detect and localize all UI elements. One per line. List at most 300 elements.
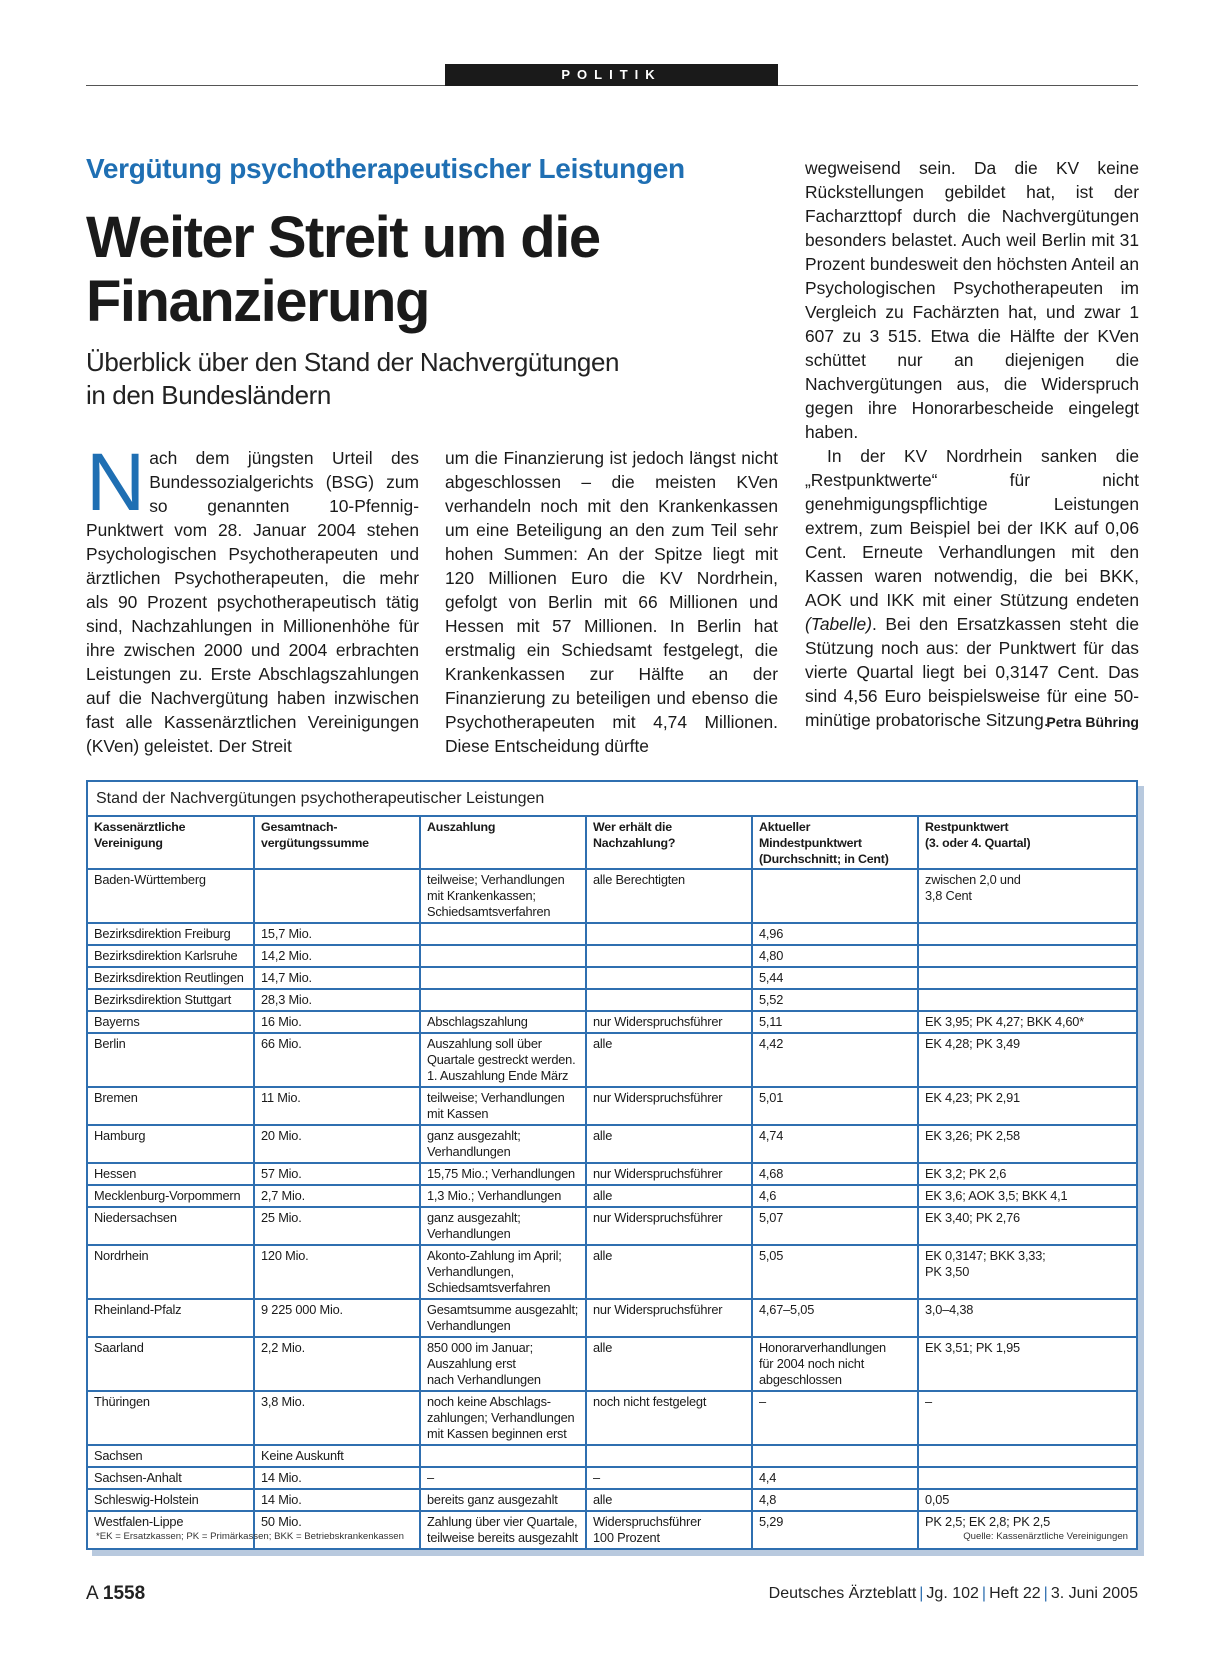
cell-line: EK 3,95; PK 4,27; BKK 4,60* <box>925 1014 1084 1029</box>
cell-mindestpunktwert <box>752 1033 918 1087</box>
cell-line: 0,05 <box>925 1492 950 1507</box>
column-header-kv <box>88 817 254 869</box>
cell-auszahlung <box>420 1299 586 1337</box>
table-footer <box>96 1531 1128 1542</box>
cell-restpunktwert <box>918 1467 1136 1489</box>
cell-auszahlung <box>420 1033 586 1087</box>
cell-line: alle <box>593 1340 613 1355</box>
cell-line: 16 Mio. <box>261 1014 302 1029</box>
cell-line: 66 Mio. <box>261 1036 302 1051</box>
table-row <box>88 923 1136 945</box>
cell-line: 5,01 <box>759 1090 784 1105</box>
cell-kv <box>88 1087 254 1125</box>
cell-line: 4,80 <box>759 948 784 963</box>
cell-mindestpunktwert <box>752 1207 918 1245</box>
cell-line: alle <box>593 1248 613 1263</box>
table-row <box>88 1033 1136 1087</box>
table-row <box>88 1125 1136 1163</box>
cell-line: EK 3,40; PK 2,76 <box>925 1210 1020 1225</box>
header-line: Wer erhält die Nachzahlung? <box>593 820 676 850</box>
cell-restpunktwert <box>918 1245 1136 1299</box>
cell-kv <box>88 1125 254 1163</box>
cell-line: Schleswig-Holstein <box>94 1492 199 1507</box>
cell-empfaenger <box>586 1245 752 1299</box>
cell-empfaenger <box>586 1087 752 1125</box>
cell-line: noch keine Abschlags- <box>427 1394 551 1409</box>
cell-kv <box>88 1033 254 1087</box>
page-folio <box>86 1583 145 1605</box>
cell-line: ganz ausgezahlt; <box>427 1128 521 1143</box>
cell-line: alle <box>593 1492 613 1507</box>
cell-summe <box>254 1207 420 1245</box>
cell-line: Honorarverhandlungen <box>759 1340 886 1355</box>
table-row <box>88 1391 1136 1445</box>
cell-line: Auszahlung soll über <box>427 1036 542 1051</box>
cell-restpunktwert <box>918 1391 1136 1445</box>
cell-line: PK 2,5; EK 2,8; PK 2,5 <box>925 1514 1051 1529</box>
cell-kv <box>88 923 254 945</box>
table-row <box>88 1207 1136 1245</box>
header-line: (3. oder 4. Quartal) <box>925 836 1031 850</box>
headline-line-1: Weiter Streit um die <box>86 205 600 270</box>
cell-line: 5,05 <box>759 1248 784 1263</box>
cell-kv <box>88 1207 254 1245</box>
cell-line: teilweise; Verhandlungen <box>427 872 565 887</box>
table-row <box>88 1185 1136 1207</box>
journal-citation <box>769 1585 1138 1603</box>
table-reference: (Tabelle) <box>805 614 873 634</box>
cell-mindestpunktwert <box>752 1185 918 1207</box>
cell-auszahlung <box>420 1087 586 1125</box>
table-row <box>88 967 1136 989</box>
cell-line: 4,96 <box>759 926 784 941</box>
cell-line: nur Widerspruchsführer <box>593 1090 723 1105</box>
cell-line: 850 000 im Januar; <box>427 1340 533 1355</box>
cell-restpunktwert <box>918 1511 1136 1549</box>
cell-line: 4,4 <box>759 1470 777 1485</box>
cell-summe <box>254 869 420 923</box>
cell-line: Bezirksdirektion Karlsruhe <box>94 948 238 963</box>
drop-cap: N <box>86 437 146 528</box>
cell-empfaenger <box>586 945 752 967</box>
table-row <box>88 1245 1136 1299</box>
cell-line: 20 Mio. <box>261 1128 302 1143</box>
separator: | <box>1043 1585 1048 1602</box>
article-headline <box>86 206 766 334</box>
cell-empfaenger <box>586 967 752 989</box>
cell-line: Rheinland-Pfalz <box>94 1302 182 1317</box>
cell-line: 14 Mio. <box>261 1470 302 1485</box>
cell-empfaenger <box>586 1445 752 1467</box>
cell-empfaenger <box>586 869 752 923</box>
cell-line: 15,7 Mio. <box>261 926 312 941</box>
cell-line: Keine Auskunft <box>261 1448 344 1463</box>
cell-line: 2,7 Mio. <box>261 1188 305 1203</box>
cell-summe <box>254 1299 420 1337</box>
cell-restpunktwert <box>918 1489 1136 1511</box>
cell-empfaenger <box>586 1511 752 1549</box>
column-2-text: um die Finanzierung ist jedoch längst nicht abgeschlossen – die meisten KVen verhandeln noch mit den Krankenkassen um eine Beteiligung an den zum Teil sehr hohen Summen: An der Spitze liegt mit 120 Millionen Euro die KV Nordrhein, gefolgt von Berlin mit 66 Millionen und Hessen mit 57 Millionen. In Berlin hat erstmalig ein Schiedsamt festgelegt, die Krankenkassen zur Hälfte an der Finanzierung zu beteiligen und ebenso die Psychotherapeuten mit 4,74 Millionen. Diese Entscheidung dürfte <box>445 448 778 756</box>
cell-line: 1. Auszahlung Ende März <box>427 1068 569 1083</box>
cell-line: 100 Prozent <box>593 1530 660 1545</box>
cell-restpunktwert <box>918 989 1136 1011</box>
cell-line: Auszahlung erst <box>427 1356 516 1371</box>
cell-line: nur Widerspruchsführer <box>593 1302 723 1317</box>
cell-line: alle Berechtigten <box>593 872 685 887</box>
cell-summe <box>254 1185 420 1207</box>
cell-kv <box>88 1011 254 1033</box>
cell-auszahlung <box>420 1185 586 1207</box>
cell-line: Abschlagszahlung <box>427 1014 528 1029</box>
cell-summe <box>254 923 420 945</box>
cell-restpunktwert <box>918 1337 1136 1391</box>
cell-empfaenger <box>586 1489 752 1511</box>
subheadline-line-1: Überblick über den Stand der Nachvergütungen <box>86 347 620 377</box>
cell-line: 28,3 Mio. <box>261 992 312 1007</box>
cell-line: Gesamtsumme ausgezahlt; <box>427 1302 579 1317</box>
table-row <box>88 1337 1136 1391</box>
cell-line: 25 Mio. <box>261 1210 302 1225</box>
cell-kv <box>88 1391 254 1445</box>
cell-empfaenger <box>586 1185 752 1207</box>
cell-line: Quartale gestreckt werden. <box>427 1052 576 1067</box>
cell-mindestpunktwert <box>752 1163 918 1185</box>
cell-auszahlung <box>420 1245 586 1299</box>
cell-empfaenger <box>586 989 752 1011</box>
cell-auszahlung <box>420 989 586 1011</box>
section-label: POLITIK <box>445 64 778 86</box>
cell-line: 11 Mio. <box>261 1090 301 1105</box>
cell-line: Bremen <box>94 1090 138 1105</box>
cell-line: mit Krankenkassen; <box>427 888 536 903</box>
cell-line: 14 Mio. <box>261 1492 302 1507</box>
cell-line: Mecklenburg-Vorpommern <box>94 1188 241 1203</box>
cell-line: Verhandlungen <box>427 1226 511 1241</box>
cell-line: Zahlung über vier Quartale, <box>427 1514 578 1529</box>
headline-line-2: Finanzierung <box>86 269 429 334</box>
cell-empfaenger <box>586 1207 752 1245</box>
cell-empfaenger <box>586 1163 752 1185</box>
cell-line: nur Widerspruchsführer <box>593 1014 723 1029</box>
cell-line: Verhandlungen, <box>427 1264 514 1279</box>
column-header-mindestpunktwert <box>752 817 918 869</box>
cell-restpunktwert <box>918 1207 1136 1245</box>
cell-line: PK 3,50 <box>925 1264 970 1279</box>
header-line: Aktueller Mindestpunktwert <box>759 820 862 850</box>
cell-auszahlung <box>420 945 586 967</box>
cell-line: 4,68 <box>759 1166 784 1181</box>
cell-kv <box>88 1185 254 1207</box>
cell-mindestpunktwert <box>752 1445 918 1467</box>
cell-line: ganz ausgezahlt; <box>427 1210 521 1225</box>
cell-line: Akonto-Zahlung im April; <box>427 1248 562 1263</box>
cell-line: zahlungen; Verhandlungen <box>427 1410 575 1425</box>
cell-line: Sachsen-Anhalt <box>94 1470 182 1485</box>
journal-volume: Jg. 102 <box>926 1585 979 1602</box>
cell-restpunktwert <box>918 1033 1136 1087</box>
cell-line: alle <box>593 1188 613 1203</box>
cell-mindestpunktwert <box>752 967 918 989</box>
cell-auszahlung <box>420 1489 586 1511</box>
cell-summe <box>254 1445 420 1467</box>
cell-line: 5,44 <box>759 970 784 985</box>
cell-line: 5,52 <box>759 992 784 1007</box>
cell-line: Berlin <box>94 1036 126 1051</box>
cell-kv <box>88 869 254 923</box>
cell-line: teilweise bereits ausgezahlt <box>427 1530 578 1545</box>
cell-line: 4,42 <box>759 1036 784 1051</box>
cell-auszahlung <box>420 1163 586 1185</box>
cell-line: 4,8 <box>759 1492 777 1507</box>
cell-line: teilweise; Verhandlungen <box>427 1090 565 1105</box>
cell-kv <box>88 1245 254 1299</box>
cell-mindestpunktwert <box>752 1011 918 1033</box>
table-row <box>88 1299 1136 1337</box>
cell-empfaenger <box>586 1391 752 1445</box>
cell-line: Sachsen <box>94 1448 143 1463</box>
cell-kv <box>88 1511 254 1549</box>
cell-restpunktwert <box>918 1445 1136 1467</box>
cell-summe <box>254 1011 420 1033</box>
cell-line: Saarland <box>94 1340 144 1355</box>
cell-line: – <box>759 1394 766 1409</box>
cell-line: Bezirksdirektion Freiburg <box>94 926 231 941</box>
cell-line: Bezirksdirektion Stuttgart <box>94 992 232 1007</box>
cell-line: Nordrhein <box>94 1248 149 1263</box>
cell-line: Thüringen <box>94 1394 150 1409</box>
cell-line: Verhandlungen <box>427 1144 511 1159</box>
column-header-restpunktwert <box>918 817 1136 869</box>
header-line: vergütungssumme <box>261 836 369 850</box>
cell-auszahlung <box>420 1125 586 1163</box>
table-row <box>88 1467 1136 1489</box>
cell-auszahlung <box>420 1467 586 1489</box>
table-row <box>88 1511 1136 1549</box>
cell-kv <box>88 1489 254 1511</box>
cell-line: Verhandlungen <box>427 1318 511 1333</box>
cell-line: EK 3,51; PK 1,95 <box>925 1340 1020 1355</box>
cell-kv <box>88 1337 254 1391</box>
table-title: Stand der Nachvergütungen psychotherapeutischer Leistungen <box>88 782 1136 817</box>
article-kicker: Vergütung psychotherapeutischer Leistungen <box>86 153 685 184</box>
table-header-row <box>88 817 1136 869</box>
nachverguetung-table <box>88 817 1136 1550</box>
cell-auszahlung <box>420 1011 586 1033</box>
cell-restpunktwert <box>918 1125 1136 1163</box>
cell-line: 9 225 000 Mio. <box>261 1302 343 1317</box>
cell-line: 3,8 Mio. <box>261 1394 305 1409</box>
cell-line: – <box>925 1394 932 1409</box>
column-3-paragraph-2 <box>805 444 1139 732</box>
cell-line: nur Widerspruchsführer <box>593 1166 723 1181</box>
cell-mindestpunktwert <box>752 923 918 945</box>
cell-auszahlung <box>420 1207 586 1245</box>
cell-mindestpunktwert <box>752 1299 918 1337</box>
table-body <box>88 869 1136 1549</box>
cell-line: nach Verhandlungen <box>427 1372 541 1387</box>
table-row <box>88 1011 1136 1033</box>
cell-empfaenger <box>586 923 752 945</box>
cell-restpunktwert <box>918 1163 1136 1185</box>
cell-line: nur Widerspruchsführer <box>593 1210 723 1225</box>
separator: | <box>919 1585 924 1602</box>
article-column-1 <box>86 437 419 758</box>
cell-summe <box>254 967 420 989</box>
cell-restpunktwert <box>918 1299 1136 1337</box>
cell-line: – <box>593 1470 600 1485</box>
header-line: Restpunktwert <box>925 820 1009 834</box>
cell-auszahlung <box>420 1445 586 1467</box>
cell-auszahlung <box>420 967 586 989</box>
cell-line: mit Kassen <box>427 1106 489 1121</box>
page-number: 1558 <box>102 1583 146 1604</box>
cell-line: EK 4,23; PK 2,91 <box>925 1090 1020 1105</box>
cell-mindestpunktwert <box>752 1391 918 1445</box>
header-line: Auszahlung <box>427 820 496 834</box>
cell-line: 4,6 <box>759 1188 777 1203</box>
cell-kv <box>88 1467 254 1489</box>
column-header-empfaenger <box>586 817 752 869</box>
cell-line: 14,2 Mio. <box>261 948 312 963</box>
cell-mindestpunktwert <box>752 945 918 967</box>
cell-summe <box>254 1511 420 1549</box>
cell-summe <box>254 945 420 967</box>
cell-summe <box>254 1033 420 1087</box>
cell-line: 2,2 Mio. <box>261 1340 305 1355</box>
cell-kv <box>88 1445 254 1467</box>
column-header-summe <box>254 817 420 869</box>
cell-line: EK 0,3147; BKK 3,33; <box>925 1248 1046 1263</box>
cell-restpunktwert <box>918 869 1136 923</box>
cell-line: – <box>427 1470 434 1485</box>
cell-line: Schiedsamtsverfahren <box>427 904 551 919</box>
cell-restpunktwert <box>918 967 1136 989</box>
cell-kv <box>88 1299 254 1337</box>
table-row <box>88 1163 1136 1185</box>
cell-empfaenger <box>586 1337 752 1391</box>
author-byline: Petra Bühring <box>1046 714 1139 730</box>
header-line: Vereinigung <box>94 836 163 850</box>
cell-empfaenger <box>586 1467 752 1489</box>
cell-line: Bayerns <box>94 1014 140 1029</box>
cell-line: EK 3,6; AOK 3,5; BKK 4,1 <box>925 1188 1068 1203</box>
header-line: (Durchschnitt; in Cent) <box>759 852 889 866</box>
table-row <box>88 869 1136 923</box>
cell-summe <box>254 1391 420 1445</box>
cell-kv <box>88 1163 254 1185</box>
cell-line: 1,3 Mio.; Verhandlungen <box>427 1188 562 1203</box>
separator: | <box>981 1585 987 1602</box>
cell-line: 4,74 <box>759 1128 784 1143</box>
cell-line: 5,11 <box>759 1014 783 1029</box>
cell-mindestpunktwert <box>752 1511 918 1549</box>
cell-line: 120 Mio. <box>261 1248 309 1263</box>
cell-line: EK 3,26; PK 2,58 <box>925 1128 1020 1143</box>
cell-line: für 2004 noch nicht <box>759 1356 865 1371</box>
cell-line: 4,67–5,05 <box>759 1302 815 1317</box>
cell-summe <box>254 1125 420 1163</box>
cell-summe <box>254 1245 420 1299</box>
header-line: Gesamtnach- <box>261 820 338 834</box>
cell-empfaenger <box>586 1299 752 1337</box>
cell-line: abgeschlossen <box>759 1372 842 1387</box>
cell-mindestpunktwert <box>752 1467 918 1489</box>
cell-line: bereits ganz ausgezahlt <box>427 1492 558 1507</box>
data-table-box <box>86 780 1138 1550</box>
cell-summe <box>254 989 420 1011</box>
cell-line: 15,75 Mio.; Verhandlungen <box>427 1166 575 1181</box>
cell-line: alle <box>593 1128 613 1143</box>
cell-line: Schiedsamtsverfahren <box>427 1280 551 1295</box>
table-footnote: *EK = Ersatzkassen; PK = Primärkassen; BKK = Betriebskrankenkassen <box>96 1531 404 1542</box>
cell-line: Hessen <box>94 1166 137 1181</box>
header-line: Kassenärztliche <box>94 820 186 834</box>
cell-mindestpunktwert <box>752 1245 918 1299</box>
cell-empfaenger <box>586 1033 752 1087</box>
cell-restpunktwert <box>918 945 1136 967</box>
paragraph-2-text-a: In der KV Nordrhein sanken die „Restpunktwerte“ für nicht genehmigungspflichtige Leistungen extrem, zum Beispiel bei der IKK auf 0,06 Cent. Erneute Verhandlungen mit den Kassen waren notwendig, die bei BKK, AOK und IKK mit einer Stützung endeten <box>805 446 1139 610</box>
table-row <box>88 945 1136 967</box>
cell-summe <box>254 1163 420 1185</box>
cell-empfaenger <box>586 1125 752 1163</box>
cell-auszahlung <box>420 869 586 923</box>
cell-line: 3,8 Cent <box>925 888 972 903</box>
cell-line: Niedersachsen <box>94 1210 177 1225</box>
subheadline-line-2: in den Bundesländern <box>86 380 331 410</box>
cell-mindestpunktwert <box>752 1087 918 1125</box>
cell-line: 5,29 <box>759 1514 784 1529</box>
column-3-paragraph-1: wegweisend sein. Da die KV keine Rückstellungen gebildet hat, ist der Facharzttopf durch die Nachvergütungen besonders belastet. Auch weil Berlin mit 31 Prozent bundesweit den höchsten Anteil an Psychologischen Psychotherapeuten im Vergleich zu Fachärzten hat, und zwar 1 607 zu 3 515. Etwa die Hälfte der KVen schüttet nur an diejenigen die Nachvergütungen aus, die Widerspruch gegen ihre Honorarbescheide eingelegt haben. <box>805 158 1139 442</box>
article-column-2 <box>445 446 778 758</box>
cell-line: mit Kassen beginnen erst <box>427 1426 567 1441</box>
cell-auszahlung <box>420 1337 586 1391</box>
cell-line: Widerspruchsführer <box>593 1514 702 1529</box>
journal-date: 3. Juni 2005 <box>1050 1585 1138 1602</box>
cell-line: EK 3,2; PK 2,6 <box>925 1166 1007 1181</box>
cell-line: 50 Mio. <box>261 1514 302 1529</box>
cell-line: Bezirksdirektion Reutlingen <box>94 970 244 985</box>
cell-kv <box>88 989 254 1011</box>
column-header-auszahlung <box>420 817 586 869</box>
cell-summe <box>254 1489 420 1511</box>
cell-auszahlung <box>420 923 586 945</box>
cell-auszahlung <box>420 1511 586 1549</box>
cell-restpunktwert <box>918 1185 1136 1207</box>
cell-mindestpunktwert <box>752 989 918 1011</box>
journal-name: Deutsches Ärzteblatt <box>768 1585 917 1602</box>
table-row <box>88 1087 1136 1125</box>
table-source: Quelle: Kassenärztliche Vereinigungen <box>963 1531 1128 1542</box>
article-column-3 <box>805 156 1139 734</box>
article-subheadline <box>86 346 646 412</box>
cell-line: 5,07 <box>759 1210 784 1225</box>
table-row <box>88 1445 1136 1467</box>
cell-line: zwischen 2,0 und <box>925 872 1021 887</box>
cell-line: 3,0–4,38 <box>925 1302 974 1317</box>
cell-mindestpunktwert <box>752 1337 918 1391</box>
cell-restpunktwert <box>918 1011 1136 1033</box>
cell-line: EK 4,28; PK 3,49 <box>925 1036 1020 1051</box>
journal-issue: Heft 22 <box>989 1585 1041 1602</box>
cell-mindestpunktwert <box>752 869 918 923</box>
cell-empfaenger <box>586 1011 752 1033</box>
paragraph-2-text-b: . Bei den Ersatzkassen steht die Stützung noch aus: der Punktwert für das vierte Quartal liegt bei 0,3147 Cent. Das sind 4,56 Euro beispielsweise für eine 50-minütige probatorische Sitzung. <box>805 614 1139 730</box>
cell-restpunktwert <box>918 1087 1136 1125</box>
cell-kv <box>88 967 254 989</box>
cell-summe <box>254 1087 420 1125</box>
cell-line: 57 Mio. <box>261 1166 302 1181</box>
table-row <box>88 1489 1136 1511</box>
